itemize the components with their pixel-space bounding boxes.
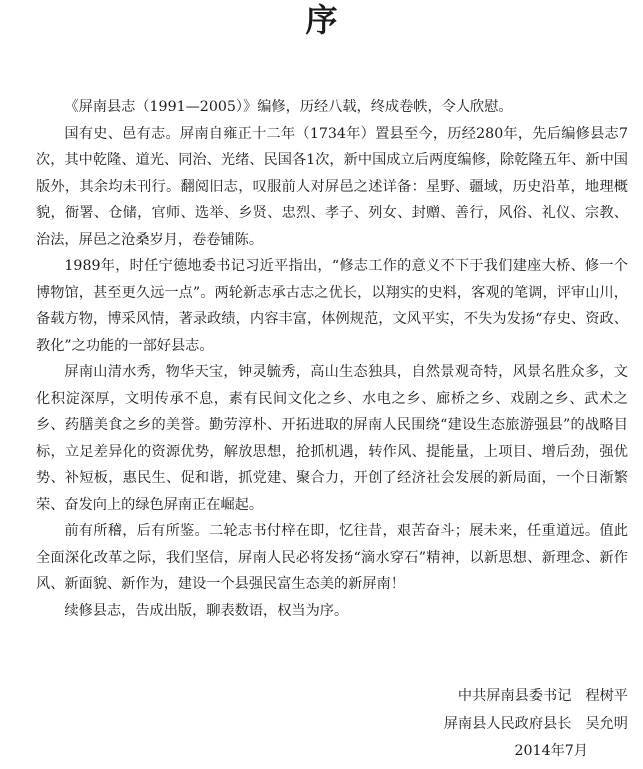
signature-1-name: 程树平 bbox=[585, 688, 628, 704]
paragraph-5: 前有所稽，后有所鉴。二轮志书付梓在即，忆往昔，艰苦奋斗；展未来，任重道远。值此全面深化改革之际，我们坚信，屏南人民必将发扬“滴水穿石”精神，以新思想、新理念、新作风、新面貌、新作为，建设一个县强民富生态美的新屏南！ bbox=[36, 523, 628, 592]
paragraph-4: 屏南山清水秀，物华天宝，钟灵毓秀，高山生态独具，自然景观奇特，风景名胜众多，文化积淀深厚，文明传承不息，素有民间文化之乡、水电之乡、廊桥之乡、戏剧之乡、武术之乡、药膳美食之乡的美誉。勤劳淳朴、开拓进取的屏南人民围绕“建设生态旅游强县”的战略目标，立足差异化的资源优势，解放思想，抢抓机遇，转作风、提能量，上项目、增后劲，强优势、补短板，惠民生、促和谐，抓党建、聚合力，开创了经济社会发展的新局面，一个日渐繁荣、奋发向上的绿色屏南正在崛起。 bbox=[36, 364, 628, 513]
paragraph-1: 《屏南县志（1991—2005）》编修，历经八载，终成卷帙，令人欣慰。 bbox=[64, 99, 513, 115]
signature-1-title: 中共屏南县委书记 bbox=[457, 688, 572, 704]
paragraph-3: 1989年，时任宁德地委书记习近平指出，“修志工作的意义不下于我们建座大桥、修一个博物馆，甚至更久远一点”。两轮新志承古志之优长，以翔实的史料，客观的笔调，评审山川，备载方物，博采风情，著录政绩，内容丰富，体例规范，文风平实，不失为发扬“存史、资政、教化”之功能的一部好县志。 bbox=[36, 258, 628, 354]
paragraph-2: 国有史、邑有志。屏南自雍正十二年（1734年）置县至今，历经280年，先后编修县志7次，其中乾隆、道光、同治、光绪、民国各1次，新中国成立后两度编修，除乾隆五年、新中国版外，其余均未刊行。翻阅旧志，叹服前人对屏邑之述详备：星野、疆域，历史沿革，地理概貌，衙署、仓储，官师、选举、乡贤、忠烈、孝子、列女、封赠、善行，风俗、礼仪、宗教、治法，屏邑之沧桑岁月，卷卷铺陈。 bbox=[36, 125, 628, 248]
preface-body bbox=[36, 94, 628, 624]
signature-1 bbox=[36, 686, 628, 706]
signature-2-name: 吴允明 bbox=[585, 716, 628, 732]
page-title: 序 bbox=[305, 1, 338, 39]
paragraph-6: 续修县志，告成出版，聊表数语，权当为序。 bbox=[64, 602, 349, 619]
signature-date: 2014年7月 bbox=[514, 743, 588, 759]
signature-2 bbox=[36, 714, 628, 734]
signature-2-title: 屏南县人民政府县长 bbox=[443, 716, 572, 732]
